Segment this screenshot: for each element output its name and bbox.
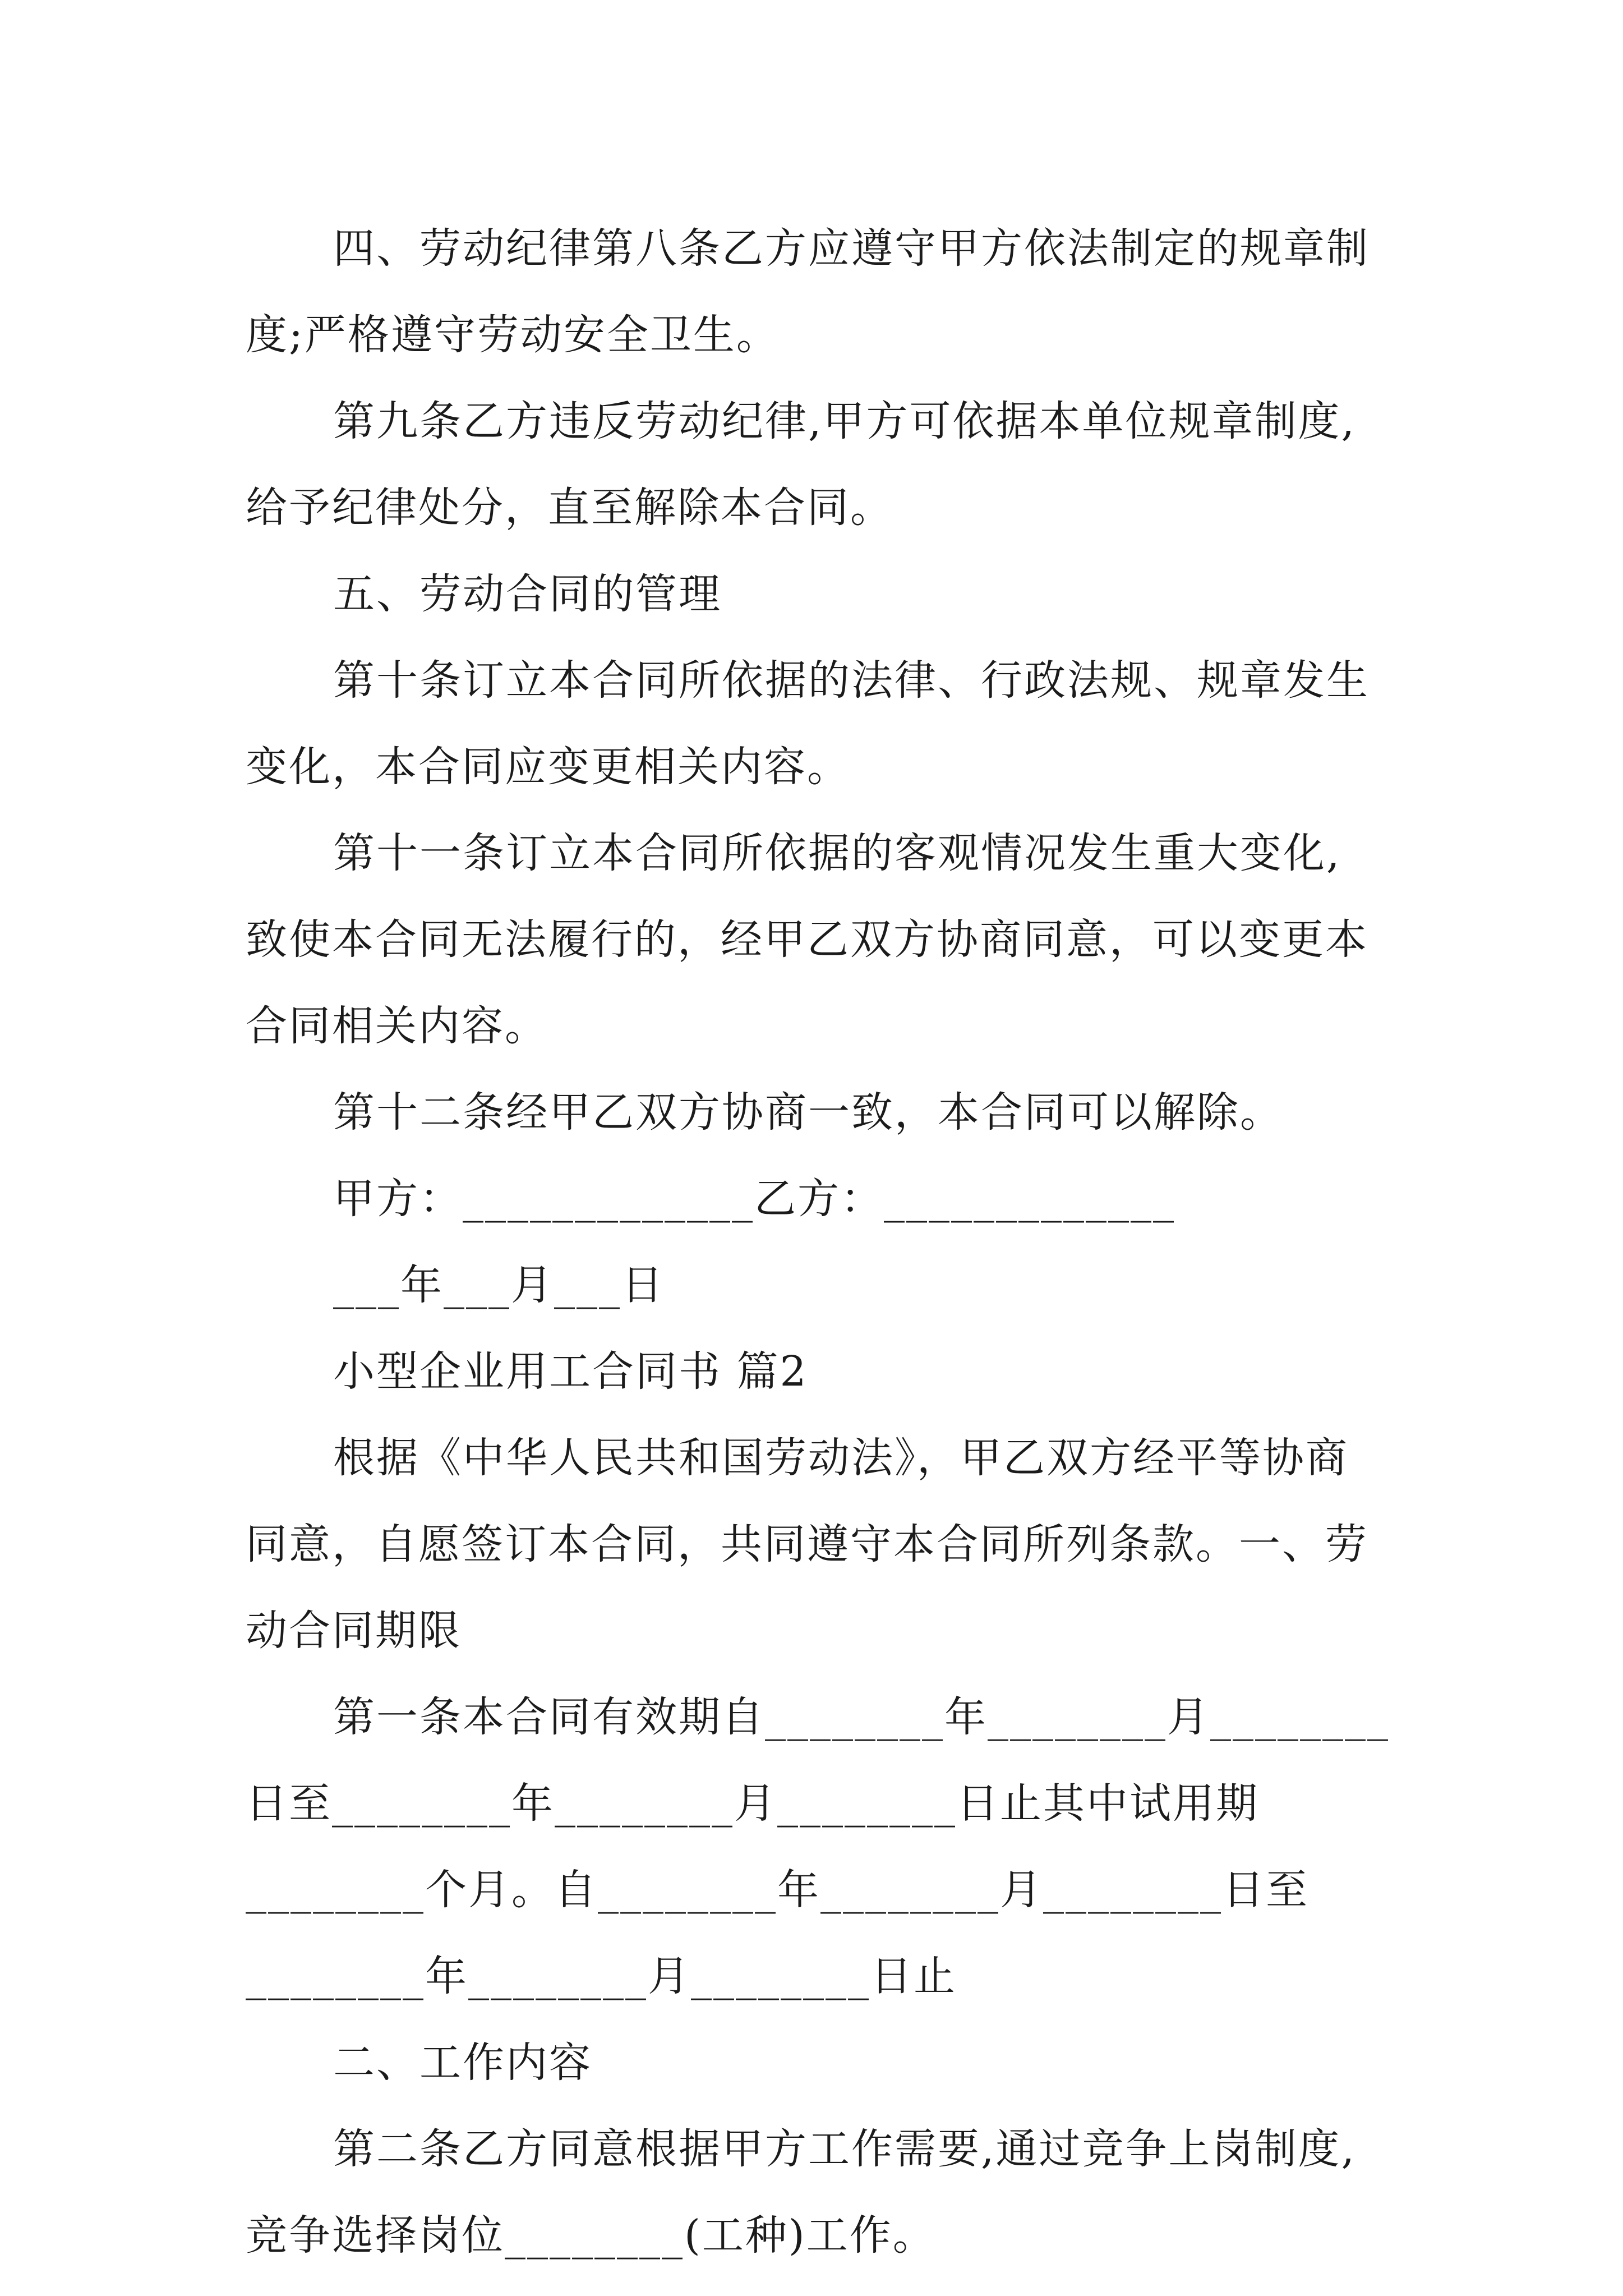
section-title: 小型企业用工合同书 篇2: [333, 1347, 808, 1396]
paragraph-line: 第一条本合同有效期自________年________月________: [333, 1693, 1390, 1741]
paragraph-line: 第二条乙方同意根据甲方工作需要,通过竞争上岗制度,: [333, 2125, 1357, 2173]
paragraph-line: 第十条订立本合同所依据的法律、行政法规、规章发生: [333, 656, 1370, 705]
paragraph-line: 动合同期限: [246, 1607, 462, 1655]
paragraph-line: 给予纪律处分，直至解除本合同。: [246, 484, 893, 532]
paragraph-line: 度;严格遵守劳动安全卫生。: [246, 311, 780, 359]
section-heading: 五、劳动合同的管理: [333, 570, 722, 618]
paragraph-line: ________年________月________日止: [246, 1952, 957, 2000]
signature-line: 甲方：_____________乙方：_____________: [333, 1175, 1175, 1223]
paragraph-line: 致使本合同无法履行的，经甲乙双方协商同意，可以变更本: [246, 915, 1368, 964]
paragraph-line: 日至________年________月________日止其中试用期: [246, 1779, 1259, 1828]
paragraph-line: 变化，本合同应变更相关内容。: [246, 743, 850, 791]
document-body: [246, 205, 1412, 2279]
date-line: ___年___月___日: [333, 1261, 665, 1309]
paragraph-line: 合同相关内容。: [246, 1002, 548, 1050]
paragraph-line: 第九条乙方违反劳动纪律,甲方可依据本单位规章制度,: [333, 397, 1357, 445]
paragraph-line: 根据《中华人民共和国劳动法》，甲乙双方经平等协商: [333, 1434, 1349, 1482]
paragraph-line: 同意，自愿签订本合同，共同遵守本合同所列条款。一、劳: [246, 1520, 1368, 1568]
paragraph-line: 竞争选择岗位________(工种)工作。: [246, 2211, 936, 2260]
paragraph-line: ________个月。自________年________月________日至: [246, 1866, 1309, 1914]
paragraph-line: 第十一条订立本合同所依据的客观情况发生重大变化,: [333, 829, 1341, 877]
section-heading: 二、工作内容: [333, 2039, 592, 2087]
paragraph-line: 第十二条经甲乙双方协商一致，本合同可以解除。: [333, 1088, 1283, 1137]
paragraph-line: 四、劳动纪律第八条乙方应遵守甲方依法制定的规章制: [333, 224, 1370, 273]
